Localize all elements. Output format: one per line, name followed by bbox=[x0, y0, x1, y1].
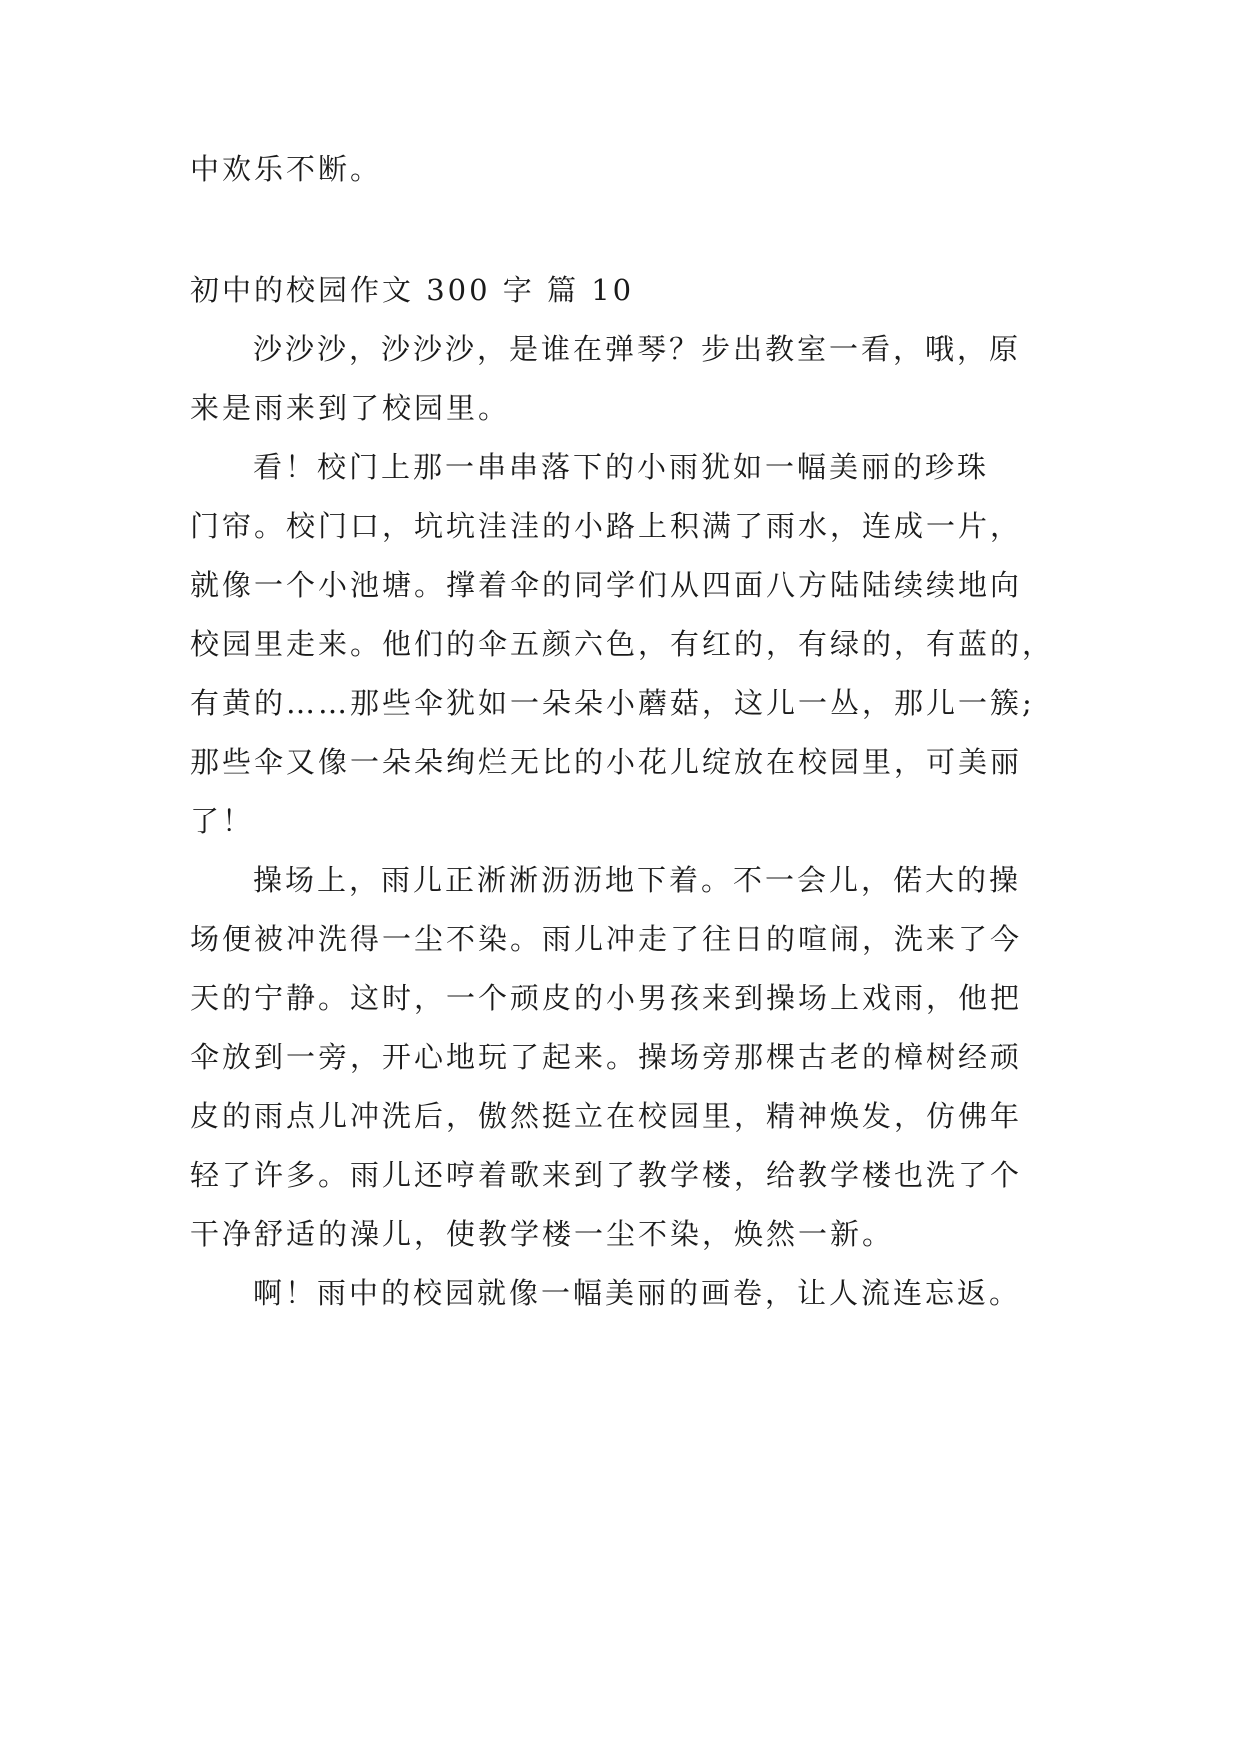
essay-line: 门帘。校门口，坑坑洼洼的小路上积满了雨水，连成一片， bbox=[190, 509, 1023, 543]
essay-line: 就像一个小池塘。撑着伞的同学们从四面八方陆陆续续地向 bbox=[190, 568, 1023, 602]
essay-line: 伞放到一旁，开心地玩了起来。操场旁那棵古老的樟树经顽 bbox=[190, 1040, 1023, 1074]
essay-title: 初中的校园作文 300 字 篇 10 bbox=[190, 273, 635, 307]
essay-line: 了！ bbox=[190, 804, 255, 838]
essay-line: 啊！雨中的校园就像一幅美丽的画卷，让人流连忘返。 bbox=[253, 1276, 1022, 1310]
essay-line: 干净舒适的澡儿，使教学楼一尘不染，焕然一新。 bbox=[190, 1217, 895, 1251]
essay-line: 那些伞又像一朵朵绚烂无比的小花儿绽放在校园里，可美丽 bbox=[190, 745, 1023, 779]
essay-line: 看！校门上那一串串落下的小雨犹如一幅美丽的珍珠 bbox=[253, 450, 990, 484]
essay-line: 皮的雨点儿冲洗后，傲然挺立在校园里，精神焕发，仿佛年 bbox=[190, 1099, 1023, 1133]
essay-line: 操场上，雨儿正淅淅沥沥地下着。不一会儿，偌大的操 bbox=[253, 863, 1022, 897]
previous-essay-ending: 中欢乐不断。 bbox=[190, 152, 383, 186]
essay-line: 场便被冲洗得一尘不染。雨儿冲走了往日的喧闹，洗来了今 bbox=[190, 922, 1023, 956]
essay-line: 来是雨来到了校园里。 bbox=[190, 391, 511, 425]
essay-body bbox=[190, 320, 1075, 1323]
document-page bbox=[190, 140, 1075, 1323]
essay-line: 天的宁静。这时，一个顽皮的小男孩来到操场上戏雨，他把 bbox=[190, 981, 1023, 1015]
essay-line: 沙沙沙，沙沙沙，是谁在弹琴？步出教室一看，哦，原 bbox=[253, 332, 1022, 366]
essay-line: 校园里走来。他们的伞五颜六色，有红的，有绿的，有蓝的， bbox=[190, 627, 1055, 661]
essay-line: 轻了许多。雨儿还哼着歌来到了教学楼，给教学楼也洗了个 bbox=[190, 1158, 1023, 1192]
essay-line: 有黄的……那些伞犹如一朵朵小蘑菇，这儿一丛，那儿一簇; bbox=[190, 686, 1035, 720]
